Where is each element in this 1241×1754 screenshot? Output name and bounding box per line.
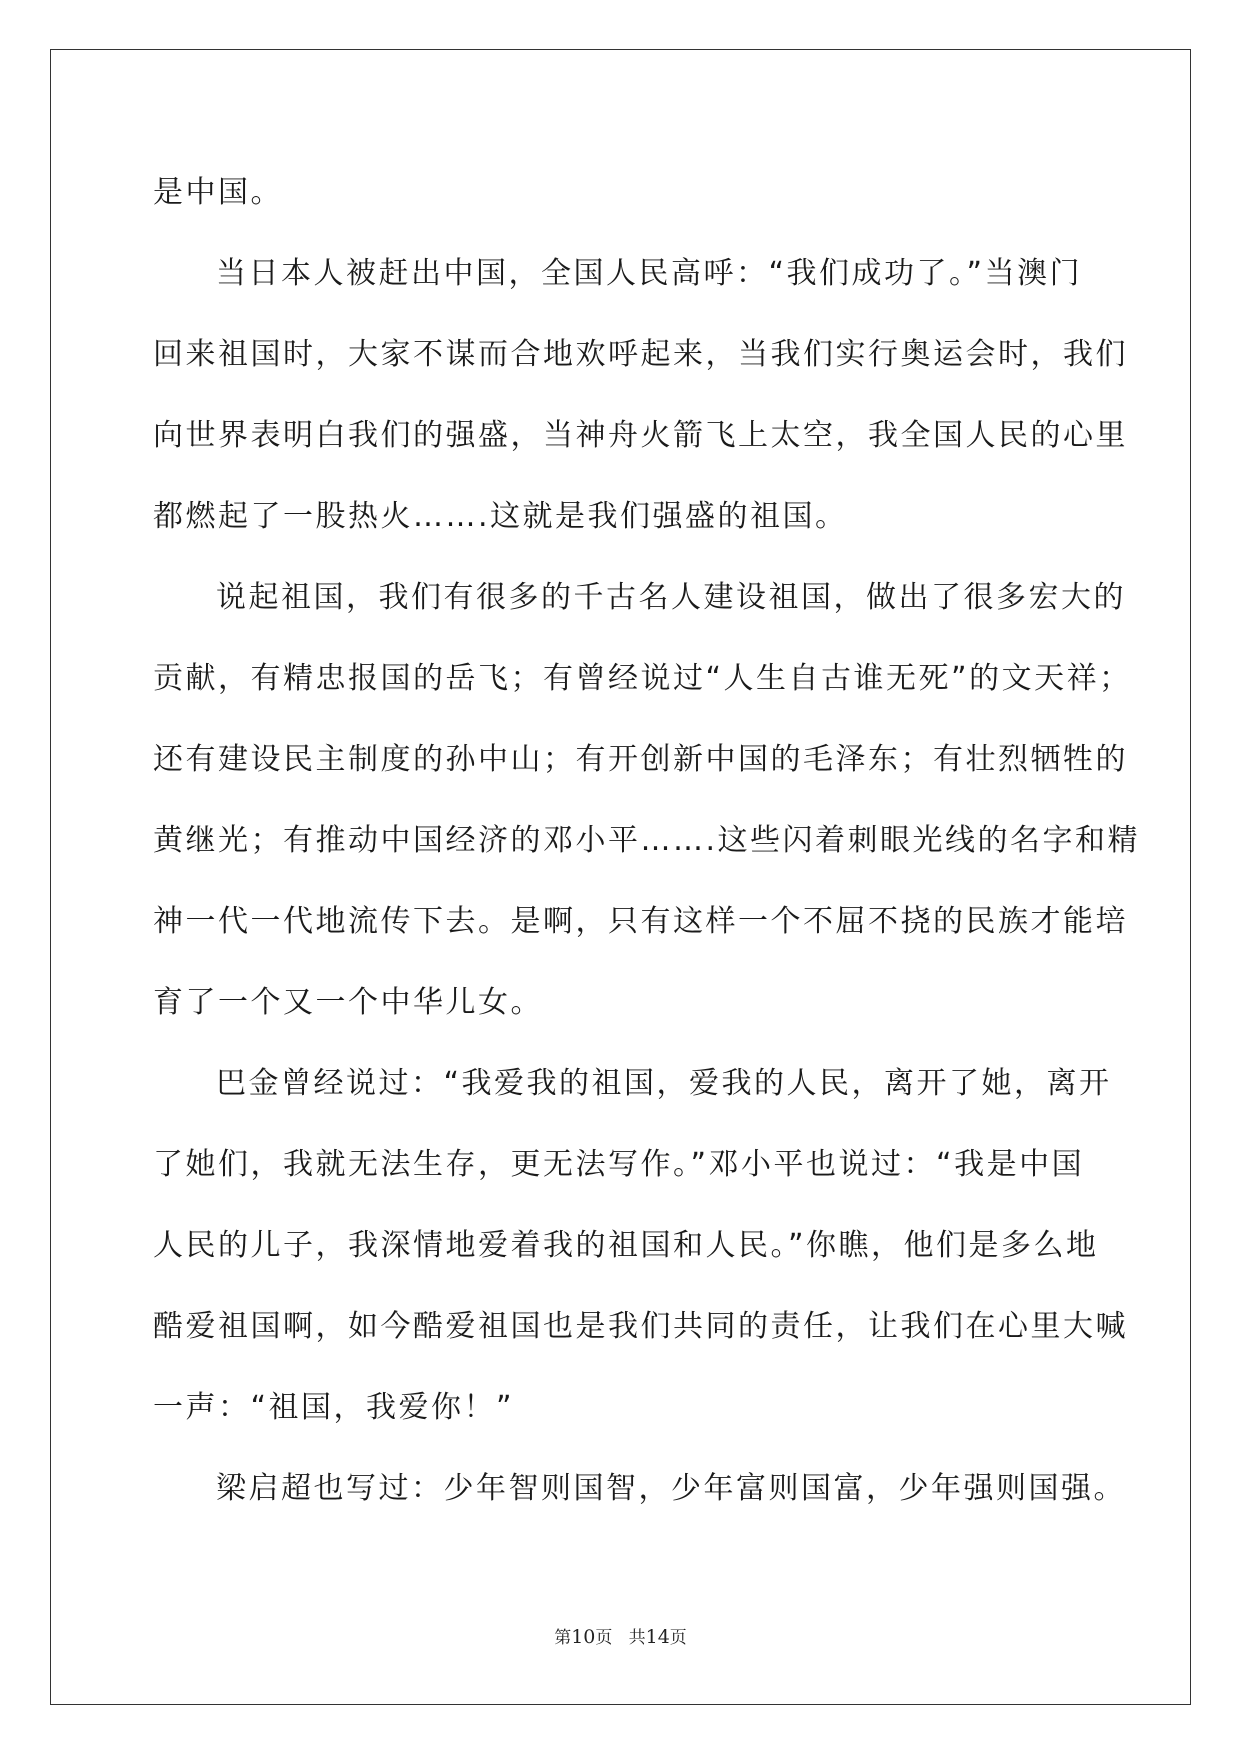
text-line: 梁启超也写过：少年智则国智，少年富则国富，少年强则国强。 [216,1471,1126,1506]
text-line: 人民的儿子，我深情地爱着我的祖国和人民。”你瞧，他们是多么地 [153,1228,1099,1263]
document-body [153,152,1141,1529]
page-suffix: 页 [595,1628,613,1648]
text-line: 一声：“祖国，我爱你！” [153,1390,515,1425]
page-prefix: 第 [554,1628,572,1648]
text-line: 还有建设民主制度的孙中山；有开创新中国的毛泽东；有壮烈牺牲的 [153,742,1128,777]
text-line: 神一代一代地流传下去。是啊，只有这样一个不屈不挠的民族才能培 [153,904,1128,939]
text-line: 贡献，有精忠报国的岳飞；有曾经说过“人生自古谁无死”的文天祥； [153,661,1132,696]
page-footer [0,1625,1241,1650]
text-line: 说起祖国，我们有很多的千古名人建设祖国，做出了很多宏大的 [216,580,1126,615]
total-pages: 14 [645,1626,670,1648]
text-line: 了她们，我就无法生存，更无法写作。”邓小平也说过：“我是中国 [153,1147,1085,1182]
text-line: 当日本人被赶出中国，全国人民高呼：“我们成功了。”当澳门 [216,256,1083,291]
text-line: 都燃起了一股热火…….这就是我们强盛的祖国。 [153,499,848,534]
page-number: 10 [571,1626,596,1648]
text-line: 回来祖国时，大家不谋而合地欢呼起来，当我们实行奥运会时，我们 [153,337,1128,372]
text-line: 育了一个又一个中华儿女。 [153,985,543,1020]
text-line: 黄继光；有推动中国经济的邓小平…….这些闪着刺眼光线的名字和精 [153,823,1141,858]
total-prefix: 共 [628,1628,646,1648]
text-line: 巴金曾经说过：“我爱我的祖国，爱我的人民，离开了她，离开 [216,1066,1112,1101]
text-line: 酷爱祖国啊，如今酷爱祖国也是我们共同的责任，让我们在心里大喊 [153,1309,1128,1344]
text-line: 是中国。 [153,175,283,210]
text-line: 向世界表明白我们的强盛，当神舟火箭飞上太空，我全国人民的心里 [153,418,1128,453]
total-suffix: 页 [669,1628,687,1648]
